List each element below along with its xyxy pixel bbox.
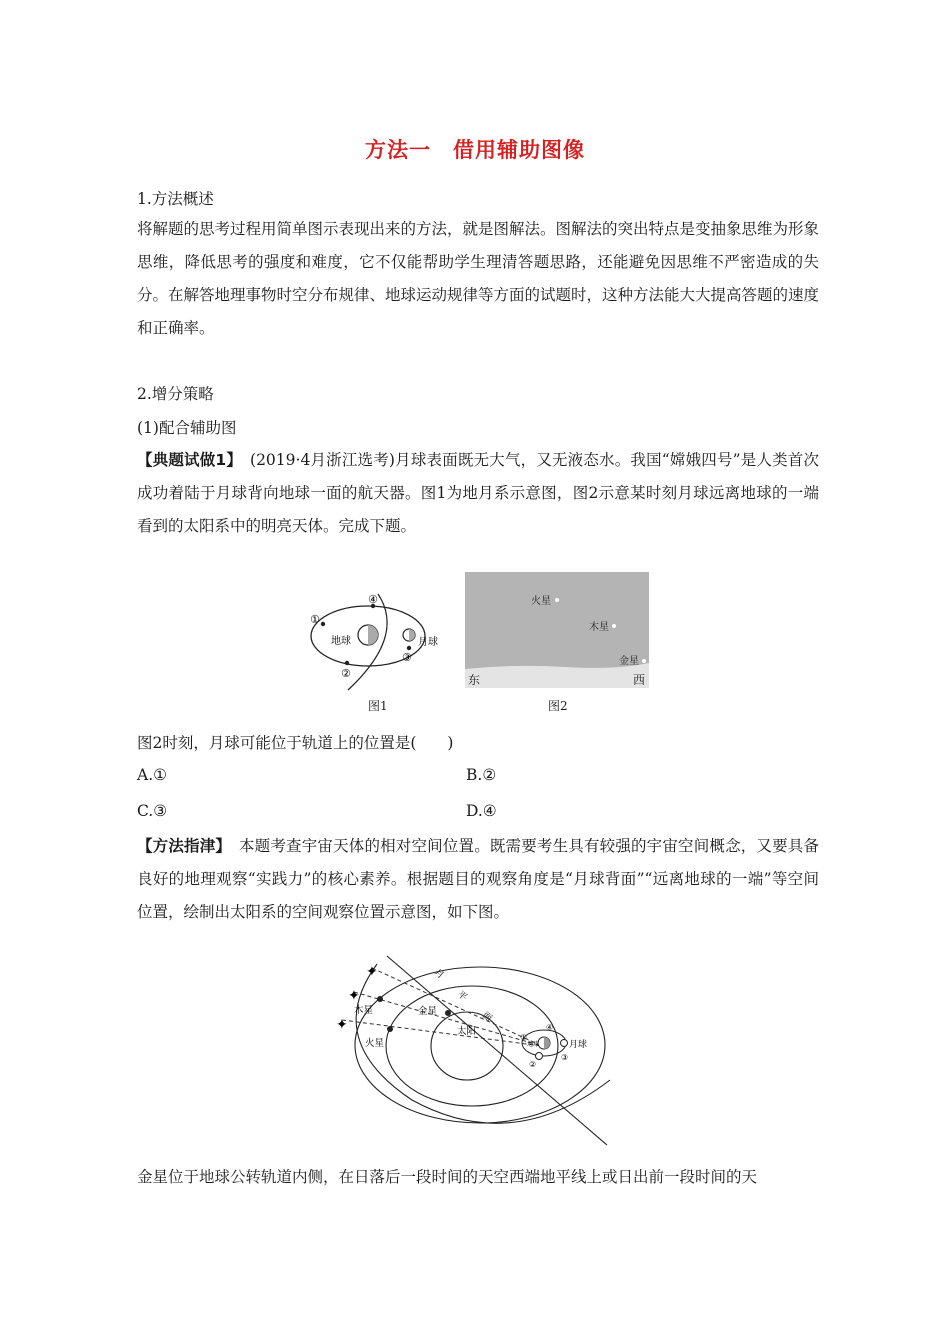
- label-p2: ②: [529, 1060, 537, 1069]
- question-stem: 图2时刻，月球可能位于轨道上的位置是( ): [137, 734, 454, 752]
- example-tag: 【典题试做1】: [137, 451, 235, 469]
- section1-body: 将解题的思考过程用简单图示表现出来的方法，就是图解法。图解法的突出特点是变抽象思维为形象思维，降低思考的强度和难度，它不仅能帮助学生理清答题思路，还能避免因思维不严密造成的失分。在解答地理事物时空分布规律、地球运动规律等方面的试题时，这种方法能大大提高答题的速度和正确率。: [137, 220, 820, 337]
- page-title: 方法一 借用辅助图像: [365, 138, 585, 162]
- label-jupiter: 木星: [354, 1005, 374, 1016]
- label-earth: 地球: [527, 1041, 540, 1048]
- label-plane-2: 平: [455, 989, 469, 1004]
- label-plane-1: 月: [432, 967, 446, 982]
- orbit-point-2: [345, 661, 349, 665]
- figure2-photo: [465, 572, 649, 688]
- orbit-point-3: [407, 646, 411, 650]
- star-icon: ✦: [336, 1017, 348, 1033]
- option-b: B.②: [466, 766, 497, 784]
- label-p3: ③: [561, 1053, 569, 1062]
- label-plane-3: 面: [480, 1010, 494, 1025]
- option-a: A.①: [137, 766, 168, 784]
- method-tag: 【方法指津】: [137, 837, 224, 855]
- lunar-plane-line: [387, 956, 607, 1145]
- label-p2: ②: [341, 667, 351, 680]
- example-text: (2019·4月浙江选考)月球表面既无大气，又无液态水。我国“嫦娥四号”是人类首次成功着陆于月球背向地球一面的航天器。图1为地月系示意图，图2示意某时刻月球远离地球的一端看到的太阳系中的明亮天体。完成下题。: [137, 451, 819, 535]
- jupiter-dot: [377, 996, 383, 1002]
- section1-heading: 1.方法概述: [137, 190, 214, 208]
- label-p1: ①: [310, 613, 320, 626]
- figure3-diagram: [332, 950, 622, 1150]
- orbit-point-1: [321, 622, 325, 626]
- venus-dot: [445, 1010, 451, 1016]
- figure1-caption: 图1: [368, 699, 388, 713]
- venus-dot: [642, 659, 646, 663]
- label-moon: 月球: [569, 1040, 588, 1050]
- label-moon: 月球: [418, 637, 438, 648]
- earth-night-side: [544, 1037, 550, 1049]
- label-p4: ④: [368, 593, 378, 606]
- last-line: 金星位于地球公转轨道内侧，在日落后一段时间的天空西端地平线上或日出前一段时间的天: [137, 1168, 758, 1186]
- label-venus: 金星: [418, 1006, 438, 1017]
- label-east: 东: [468, 673, 481, 687]
- jupiter-orbit: [355, 967, 605, 1123]
- mars-dot: [387, 1026, 393, 1032]
- section2-heading: 2.增分策略: [137, 385, 214, 403]
- star-icon: ✦: [366, 964, 378, 980]
- label-mars: 火星: [365, 1038, 385, 1049]
- label-sun: 太阳: [457, 1026, 477, 1037]
- mars-dot: [555, 598, 559, 602]
- label-p1: ①: [520, 1033, 528, 1042]
- star-icon: ✦: [348, 988, 360, 1004]
- moon-position-2: [536, 1053, 543, 1060]
- figure1-diagram: [298, 590, 456, 692]
- jupiter-dot: [612, 624, 616, 628]
- label-venus: 金星: [619, 656, 639, 667]
- moon-dark-side: [409, 629, 415, 641]
- moon-circle: [561, 1040, 568, 1047]
- label-p4: ④: [546, 1023, 554, 1032]
- method-block: [137, 830, 819, 929]
- option-d: D.④: [466, 802, 497, 820]
- label-mars: 火星: [531, 596, 551, 607]
- section2-sub: (1)配合辅助图: [137, 419, 237, 437]
- label-west: 西: [633, 673, 646, 687]
- label-jupiter: 木星: [589, 622, 609, 633]
- earth-night-side: [368, 625, 378, 645]
- label-p3: ③: [402, 651, 412, 664]
- figure2-caption: 图2: [548, 699, 568, 713]
- example-block: [137, 444, 819, 543]
- label-earth: 地球: [331, 636, 351, 647]
- method-text: 本题考查宇宙天体的相对空间位置。既需要考生具有较强的宇宙空间概念，又要具备良好的地理观察“实践力”的核心素养。根据题目的观察角度是“月球背面”“远离地球的一端”等空间位置，绘制出太阳系的空间观察位置示意图，如下图。: [137, 837, 819, 921]
- option-c: C.③: [137, 802, 168, 820]
